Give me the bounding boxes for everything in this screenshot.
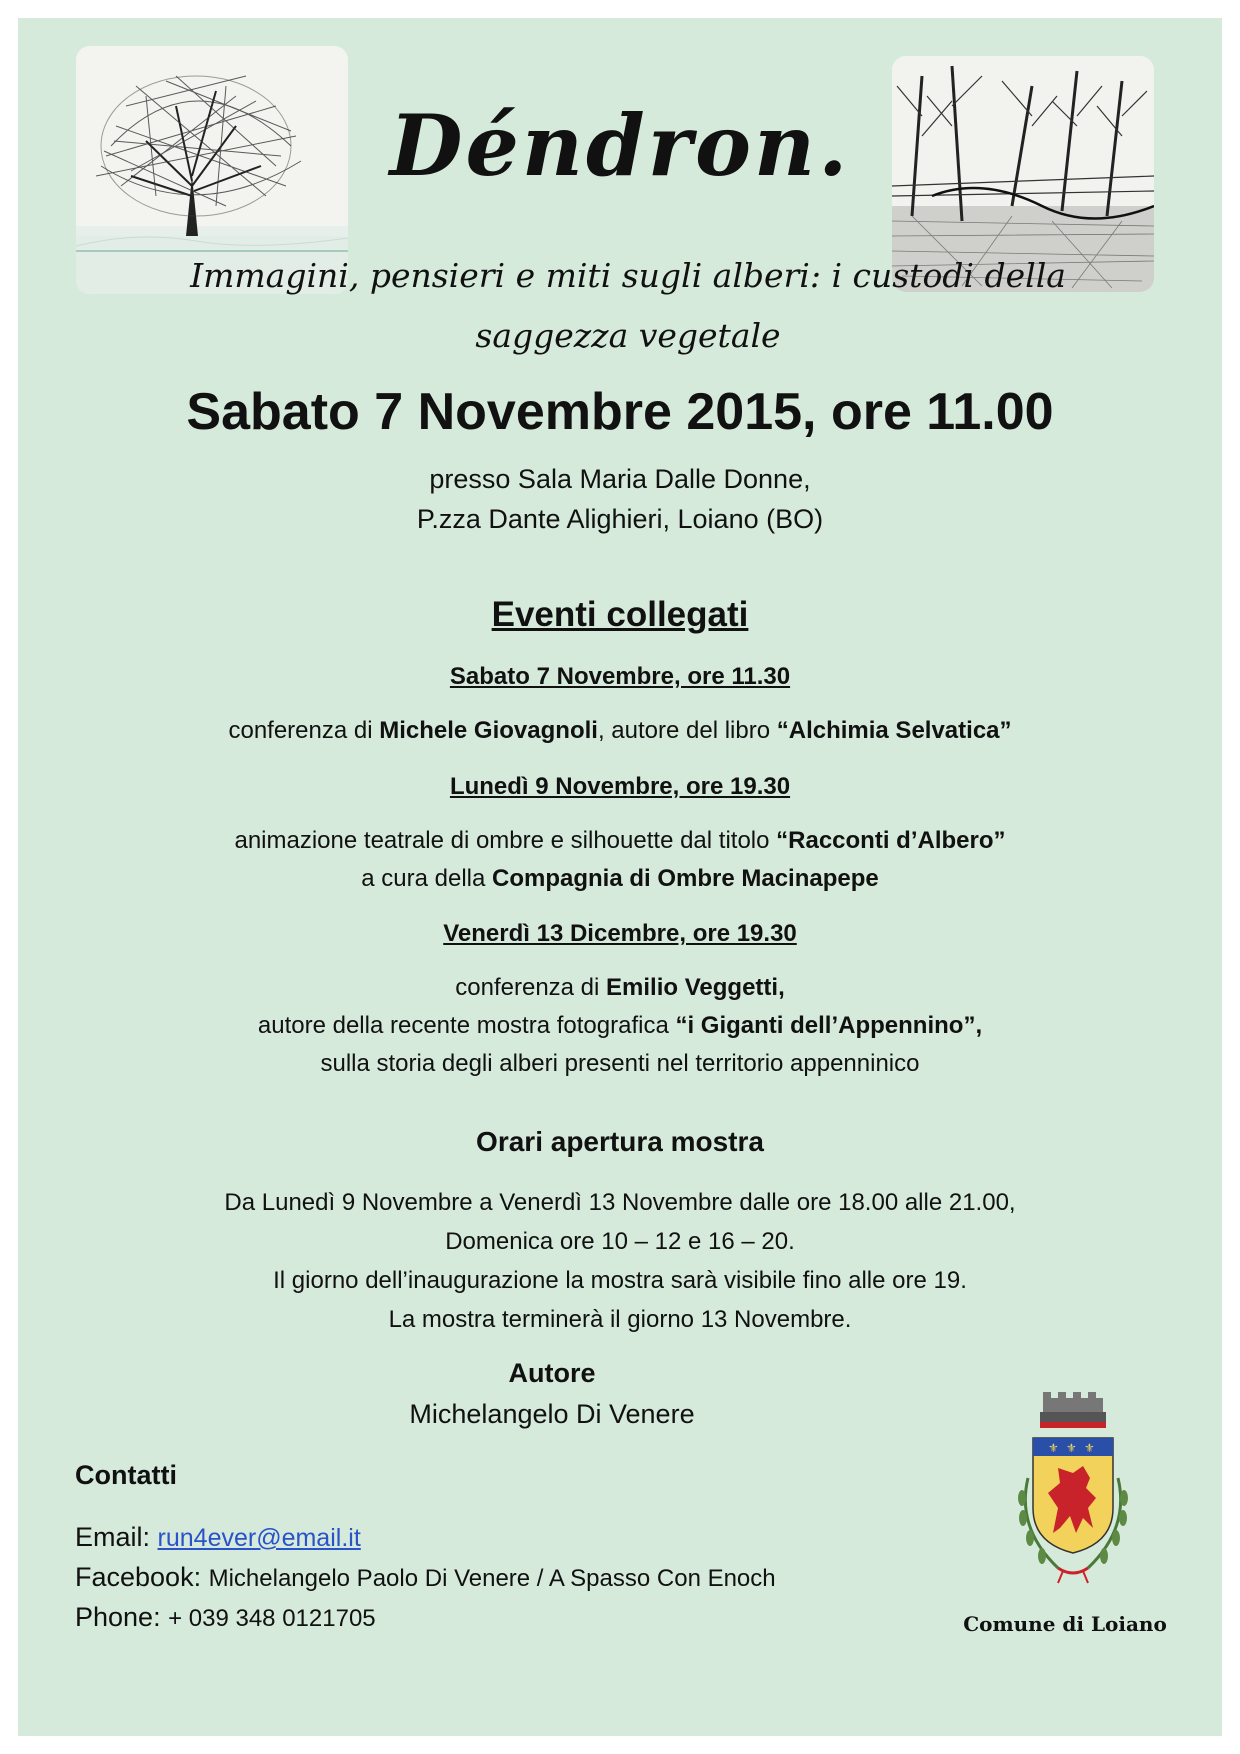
event-2-desc-pre: animazione teatrale di ombre e silhouette dal titolo <box>234 827 777 854</box>
event-2-company: Compagnia di Ombre Macinapepe <box>492 865 879 892</box>
hours-line: Domenica ore 10 – 12 e 16 – 20. <box>445 1228 795 1255</box>
hours-list <box>0 1183 1240 1339</box>
subtitle <box>118 246 1138 366</box>
hours-line: Il giorno dell’inaugurazione la mostra sarà visibile fino alle ore 19. <box>273 1267 967 1294</box>
event-2-date: Lunedì 9 Novembre, ore 19.30 <box>449 773 791 800</box>
event-1-desc-mid: , autore del libro <box>597 717 777 744</box>
contact-facebook <box>75 1562 776 1593</box>
events-heading: Eventi collegati <box>491 595 749 634</box>
event-2-title: “Racconti d’Albero” <box>776 827 1006 854</box>
phone-label: Phone: <box>75 1602 161 1632</box>
event-2-desc-line-2 <box>0 860 1240 898</box>
coat-of-arms-icon <box>998 1388 1148 1598</box>
venue-line-1: presso Sala Maria Dalle Donne, <box>429 464 811 494</box>
hours-heading: Orari apertura mostra <box>476 1126 764 1157</box>
event-3-person: Emilio Veggetti, <box>606 974 785 1001</box>
event-1-person: Michele Giovagnoli <box>379 717 598 744</box>
page-title: Déndron. <box>389 96 851 195</box>
subtitle-line-2: saggezza vegetale <box>475 316 781 355</box>
event-1-desc-pre: conferenza di <box>228 717 380 744</box>
venue-line-2: P.zza Dante Alighieri, Loiano (BO) <box>416 504 824 534</box>
event-3-desc-pre: conferenza di <box>455 974 607 1001</box>
hours-line: La mostra terminerà il giorno 13 Novembre. <box>388 1306 852 1333</box>
event-3-date: Venerdì 13 Dicembre, ore 19.30 <box>443 920 797 947</box>
event-1-description <box>0 712 1240 750</box>
subtitle-line-1: Immagini, pensieri e miti sugli alberi: i custodi della <box>190 256 1066 295</box>
event-2-desc-line2-pre: a cura della <box>361 865 492 892</box>
venue <box>0 459 1240 539</box>
event-3-desc-line-3: sulla storia degli alberi presenti nel territorio appenninico <box>320 1050 920 1077</box>
svg-text:⚜: ⚜ <box>1066 1441 1077 1455</box>
event-2-desc-line-1 <box>0 822 1240 860</box>
author-name: Michelangelo Di Venere <box>409 1399 695 1429</box>
contact-phone <box>75 1602 376 1633</box>
event-1-book: “Alchimia Selvatica” <box>776 717 1012 744</box>
phone-value: + 039 348 0121705 <box>168 1605 376 1632</box>
event-3-desc-line2-pre: autore della recente mostra fotografica <box>257 1012 676 1039</box>
event-3-desc-line-2 <box>0 1007 1240 1045</box>
event-2-description <box>0 822 1240 898</box>
email-label: Email: <box>75 1522 151 1552</box>
comune-label: Comune di Loiano <box>963 1612 1167 1636</box>
facebook-value: Michelangelo Paolo Di Venere / A Spasso Con Enoch <box>208 1565 776 1592</box>
email-link[interactable]: run4ever@email.it <box>157 1524 361 1552</box>
facebook-label: Facebook: <box>75 1562 202 1592</box>
event-3-exhibit: “i Giganti dell’Appennino”, <box>675 1012 983 1039</box>
event-3-desc-line-1 <box>0 969 1240 1007</box>
author-heading: Autore <box>508 1358 596 1388</box>
hours-line: Da Lunedì 9 Novembre a Venerdì 13 Novembre dalle ore 18.00 alle 21.00, <box>224 1189 1016 1216</box>
event-1-date: Sabato 7 Novembre, ore 11.30 <box>449 663 791 690</box>
contacts-heading: Contatti <box>75 1460 177 1490</box>
event-3-description <box>0 969 1240 1083</box>
main-event-date: Sabato 7 Novembre 2015, ore 11.00 <box>186 383 1054 441</box>
contact-email <box>75 1522 361 1553</box>
svg-text:⚜: ⚜ <box>1084 1441 1095 1455</box>
svg-text:⚜: ⚜ <box>1048 1441 1059 1455</box>
